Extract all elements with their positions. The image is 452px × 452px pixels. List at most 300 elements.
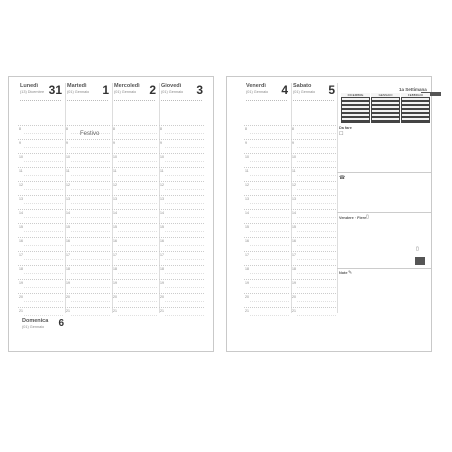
half-hour-line xyxy=(165,259,204,260)
hour-label: 16 xyxy=(19,239,23,243)
half-hour-line xyxy=(250,161,289,162)
hour-row[interactable] xyxy=(18,279,63,293)
hour-label: 16 xyxy=(245,239,249,243)
hour-row[interactable] xyxy=(112,293,157,307)
hour-label: 13 xyxy=(292,197,296,201)
half-hour-line xyxy=(118,231,157,232)
half-hour-line xyxy=(297,259,336,260)
hour-label: 17 xyxy=(19,253,23,257)
hour-row[interactable] xyxy=(112,139,157,153)
half-hour-line xyxy=(297,273,336,274)
half-hour-line xyxy=(118,189,157,190)
day-name: Martedì xyxy=(67,83,87,89)
hour-label: 16 xyxy=(292,239,296,243)
half-hour-line xyxy=(250,273,289,274)
hour-label: 15 xyxy=(66,225,70,229)
calendar-month: FEBBRAIO xyxy=(401,93,430,97)
half-hour-line xyxy=(24,147,63,148)
hour-label: 20 xyxy=(19,295,23,299)
divider xyxy=(20,100,61,101)
hour-label: 13 xyxy=(245,197,249,201)
half-hour-line xyxy=(165,231,204,232)
half-hour-line xyxy=(165,133,204,134)
half-hour-line xyxy=(165,189,204,190)
mini-calendar-february[interactable] xyxy=(401,93,430,123)
hour-row[interactable] xyxy=(18,167,63,181)
hour-row[interactable] xyxy=(18,251,63,265)
hour-label: 11 xyxy=(292,169,296,173)
hour-label: 11 xyxy=(245,169,249,173)
calendar-rows xyxy=(372,98,399,122)
hour-label: 16 xyxy=(160,239,164,243)
hour-row[interactable] xyxy=(112,307,157,321)
day-sub: (01) Gennaio xyxy=(114,90,137,94)
hour-label: 21 xyxy=(19,309,23,313)
divider xyxy=(114,100,155,101)
hour-row[interactable] xyxy=(112,125,157,139)
half-hour-line xyxy=(118,315,157,316)
half-hour-line xyxy=(71,189,110,190)
document-icon: ▯ xyxy=(366,214,369,220)
half-hour-line xyxy=(250,259,289,260)
half-hour-line xyxy=(71,147,110,148)
half-hour-line xyxy=(71,315,110,316)
hour-label: 17 xyxy=(292,253,296,257)
hour-label: 19 xyxy=(113,281,117,285)
calendar-rows xyxy=(342,98,369,122)
half-hour-line xyxy=(24,315,63,316)
hour-row[interactable] xyxy=(18,195,63,209)
hour-row[interactable] xyxy=(159,265,204,279)
half-hour-line xyxy=(165,161,204,162)
hour-row[interactable] xyxy=(112,265,157,279)
day-number: 2 xyxy=(149,83,156,97)
hour-row[interactable] xyxy=(291,209,336,223)
hour-label: 14 xyxy=(245,211,249,215)
hour-label: 19 xyxy=(66,281,70,285)
hour-row[interactable] xyxy=(159,223,204,237)
half-hour-line xyxy=(118,287,157,288)
hour-row[interactable] xyxy=(112,195,157,209)
hour-row[interactable] xyxy=(159,167,204,181)
calendar-month: DICEMBRE xyxy=(341,93,370,97)
hour-label: 8 xyxy=(160,127,162,131)
half-hour-line xyxy=(250,231,289,232)
mini-calendar-january[interactable] xyxy=(371,93,400,123)
section-divider xyxy=(337,172,431,173)
divider xyxy=(67,100,108,101)
half-hour-line xyxy=(165,273,204,274)
half-hour-line xyxy=(118,301,157,302)
hour-row[interactable] xyxy=(65,153,110,167)
hour-label: 9 xyxy=(66,141,68,145)
day-name: Venerdì xyxy=(246,83,266,89)
hour-row[interactable] xyxy=(244,139,289,153)
section-divider xyxy=(337,268,431,269)
hour-row[interactable] xyxy=(159,209,204,223)
day-number: 5 xyxy=(328,83,335,97)
hour-label: 12 xyxy=(245,183,249,187)
hour-label: 15 xyxy=(160,225,164,229)
half-hour-line xyxy=(24,133,63,134)
hour-row[interactable] xyxy=(65,293,110,307)
hour-row[interactable] xyxy=(291,153,336,167)
half-hour-line xyxy=(118,133,157,134)
divider xyxy=(246,100,287,101)
half-hour-line xyxy=(118,147,157,148)
hour-row[interactable] xyxy=(159,181,204,195)
day-number: 1 xyxy=(102,83,109,97)
hour-row[interactable] xyxy=(112,209,157,223)
hour-row[interactable] xyxy=(18,181,63,195)
half-hour-line xyxy=(250,287,289,288)
section-note: Note xyxy=(339,271,348,275)
half-hour-line xyxy=(165,301,204,302)
hour-row[interactable] xyxy=(244,307,289,321)
hour-row[interactable] xyxy=(159,251,204,265)
half-hour-line xyxy=(24,203,63,204)
hour-label: 20 xyxy=(160,295,164,299)
day-sub: (13) Dicembre xyxy=(20,90,45,94)
hour-label: 20 xyxy=(292,295,296,299)
hour-label: 13 xyxy=(160,197,164,201)
day-header-monday[interactable] xyxy=(18,83,63,123)
hour-label: 9 xyxy=(160,141,162,145)
hour-label: 12 xyxy=(66,183,70,187)
hour-label: 13 xyxy=(113,197,117,201)
divider xyxy=(161,100,202,101)
hour-label: 14 xyxy=(19,211,23,215)
hour-label: 17 xyxy=(245,253,249,257)
section-spese: Vendere · Fiere xyxy=(339,216,367,220)
half-hour-line xyxy=(71,245,110,246)
hour-label: 17 xyxy=(160,253,164,257)
hour-label: 12 xyxy=(113,183,117,187)
day-header-tuesday[interactable] xyxy=(65,83,110,123)
day-name: Domenica xyxy=(22,318,49,324)
hour-row[interactable] xyxy=(65,237,110,251)
brand-logo-icon xyxy=(415,257,425,265)
hour-row[interactable] xyxy=(112,167,157,181)
hour-label: 15 xyxy=(245,225,249,229)
half-hour-line xyxy=(118,161,157,162)
phone-icon: ☎ xyxy=(339,175,346,181)
hour-label: 9 xyxy=(292,141,294,145)
day-name: Mercoledì xyxy=(114,83,140,89)
mini-calendar-december[interactable] xyxy=(341,93,370,123)
hour-label: 8 xyxy=(292,127,294,131)
hour-label: 18 xyxy=(292,267,296,271)
hour-row[interactable] xyxy=(65,181,110,195)
hour-label: 14 xyxy=(113,211,117,215)
hour-label: 18 xyxy=(113,267,117,271)
day-sub: (01) Gennaio xyxy=(161,90,184,94)
day-number: 31 xyxy=(48,83,62,97)
half-hour-line xyxy=(118,175,157,176)
half-hour-line xyxy=(24,287,63,288)
hour-row[interactable] xyxy=(291,223,336,237)
hour-row[interactable] xyxy=(291,125,336,139)
half-hour-line xyxy=(250,301,289,302)
hour-row[interactable] xyxy=(112,223,157,237)
hour-row[interactable] xyxy=(18,139,63,153)
half-hour-line xyxy=(71,231,110,232)
hour-row[interactable] xyxy=(159,279,204,293)
hour-row[interactable] xyxy=(65,209,110,223)
checklist-icon: ☐ xyxy=(339,131,344,137)
hour-label: 8 xyxy=(245,127,247,131)
section-da-fare: Da fare xyxy=(339,126,352,130)
pencil-icon: ✎ xyxy=(348,270,353,276)
hour-label: 20 xyxy=(66,295,70,299)
hour-label: 14 xyxy=(292,211,296,215)
week-label: 1a Settimana xyxy=(399,87,427,92)
half-hour-line xyxy=(71,175,110,176)
half-hour-line xyxy=(165,315,204,316)
hour-label: 15 xyxy=(19,225,23,229)
hour-row[interactable] xyxy=(65,251,110,265)
hour-row[interactable] xyxy=(291,307,336,321)
day-name: Giovedì xyxy=(161,83,182,89)
hour-row[interactable] xyxy=(291,279,336,293)
hour-row[interactable] xyxy=(18,265,63,279)
hour-row[interactable] xyxy=(291,139,336,153)
hour-row[interactable] xyxy=(244,251,289,265)
divider xyxy=(293,100,334,101)
hour-label: 14 xyxy=(160,211,164,215)
hour-row[interactable] xyxy=(65,167,110,181)
half-hour-line xyxy=(297,203,336,204)
day-header-sunday[interactable] xyxy=(20,318,65,344)
hour-label: 15 xyxy=(292,225,296,229)
half-hour-line xyxy=(24,217,63,218)
hour-row[interactable] xyxy=(244,279,289,293)
day-header-friday[interactable] xyxy=(244,83,289,123)
hour-row[interactable] xyxy=(244,125,289,139)
hour-row[interactable] xyxy=(159,237,204,251)
half-hour-line xyxy=(71,287,110,288)
half-hour-line xyxy=(71,301,110,302)
section-divider xyxy=(337,212,431,213)
hour-label: 10 xyxy=(19,155,23,159)
half-hour-line xyxy=(297,217,336,218)
half-hour-line xyxy=(250,147,289,148)
half-hour-line xyxy=(297,245,336,246)
hour-row[interactable] xyxy=(18,223,63,237)
half-hour-line xyxy=(297,175,336,176)
half-hour-line xyxy=(250,189,289,190)
half-hour-line xyxy=(250,315,289,316)
hour-label: 12 xyxy=(292,183,296,187)
hour-label: 17 xyxy=(66,253,70,257)
hour-row[interactable] xyxy=(65,307,110,321)
hour-row[interactable] xyxy=(244,237,289,251)
column-separator xyxy=(337,83,338,313)
hour-label: 15 xyxy=(113,225,117,229)
hour-label: 19 xyxy=(245,281,249,285)
half-hour-line xyxy=(24,161,63,162)
hour-row[interactable] xyxy=(112,237,157,251)
hour-row[interactable] xyxy=(244,209,289,223)
hour-row[interactable] xyxy=(65,195,110,209)
day-header-saturday[interactable] xyxy=(291,83,336,123)
half-hour-line xyxy=(24,245,63,246)
hour-label: 18 xyxy=(160,267,164,271)
hour-row[interactable] xyxy=(291,167,336,181)
hour-label: 11 xyxy=(19,169,23,173)
half-hour-line xyxy=(297,287,336,288)
hour-row[interactable] xyxy=(244,195,289,209)
half-hour-line xyxy=(250,133,289,134)
half-hour-line xyxy=(297,147,336,148)
hour-row[interactable] xyxy=(159,307,204,321)
half-hour-line xyxy=(71,203,110,204)
hour-label: 21 xyxy=(245,309,249,313)
hour-label: 20 xyxy=(245,295,249,299)
hour-label: 10 xyxy=(292,155,296,159)
hour-row[interactable] xyxy=(291,195,336,209)
hour-label: 13 xyxy=(66,197,70,201)
hour-row[interactable] xyxy=(65,223,110,237)
hour-row[interactable] xyxy=(18,125,63,139)
hour-label: 8 xyxy=(19,127,21,131)
day-sub: (01) Gennaio xyxy=(67,90,90,94)
hour-row[interactable] xyxy=(159,153,204,167)
hour-row[interactable] xyxy=(244,167,289,181)
half-hour-line xyxy=(24,231,63,232)
hour-row[interactable] xyxy=(65,139,110,153)
hour-label: 8 xyxy=(113,127,115,131)
day-name: Sabato xyxy=(293,83,312,89)
hour-row[interactable] xyxy=(112,251,157,265)
hour-label: 18 xyxy=(245,267,249,271)
calendar-month: GENNAIO xyxy=(371,93,400,97)
half-hour-line xyxy=(165,203,204,204)
half-hour-line xyxy=(297,301,336,302)
hour-row[interactable] xyxy=(18,237,63,251)
half-hour-line xyxy=(165,287,204,288)
hour-label: 19 xyxy=(160,281,164,285)
half-hour-line xyxy=(297,315,336,316)
half-hour-line xyxy=(118,203,157,204)
day-sub: (01) Gennaio xyxy=(293,90,316,94)
half-hour-line xyxy=(71,161,110,162)
hour-label: 9 xyxy=(113,141,115,145)
hour-label: 18 xyxy=(19,267,23,271)
half-hour-line xyxy=(24,301,63,302)
half-hour-line xyxy=(24,273,63,274)
hour-label: 16 xyxy=(66,239,70,243)
hour-label: 21 xyxy=(160,309,164,313)
day-sub: (01) Gennaio xyxy=(246,90,269,94)
hour-label: 14 xyxy=(66,211,70,215)
hour-row[interactable] xyxy=(291,181,336,195)
hour-row[interactable] xyxy=(65,265,110,279)
hour-label: 20 xyxy=(113,295,117,299)
half-hour-line xyxy=(24,259,63,260)
half-hour-line xyxy=(250,217,289,218)
half-hour-line xyxy=(297,161,336,162)
day-header-thursday[interactable] xyxy=(159,83,204,123)
day-name: Lunedì xyxy=(20,83,39,89)
hour-label: 12 xyxy=(19,183,23,187)
hour-label: 9 xyxy=(245,141,247,145)
hour-label: 16 xyxy=(113,239,117,243)
half-hour-line xyxy=(165,217,204,218)
half-hour-line xyxy=(24,175,63,176)
hour-label: 18 xyxy=(66,267,70,271)
hour-label: 10 xyxy=(66,155,70,159)
hour-row[interactable] xyxy=(159,125,204,139)
day-number: 4 xyxy=(281,83,288,97)
half-hour-line xyxy=(118,217,157,218)
hour-row[interactable] xyxy=(291,237,336,251)
hour-label: 10 xyxy=(160,155,164,159)
hour-row[interactable] xyxy=(244,265,289,279)
hour-row[interactable] xyxy=(18,209,63,223)
hour-row[interactable] xyxy=(291,251,336,265)
hour-row[interactable] xyxy=(244,223,289,237)
hour-label: 10 xyxy=(245,155,249,159)
hour-label: 11 xyxy=(160,169,164,173)
hour-row[interactable] xyxy=(18,153,63,167)
half-hour-line xyxy=(165,175,204,176)
hour-row[interactable] xyxy=(112,181,157,195)
half-hour-line xyxy=(165,147,204,148)
half-hour-line xyxy=(71,259,110,260)
day-sub: (01) Gennaio xyxy=(22,325,45,329)
hour-row[interactable] xyxy=(244,293,289,307)
hour-row[interactable] xyxy=(112,279,157,293)
hour-row[interactable] xyxy=(112,153,157,167)
half-hour-line xyxy=(118,273,157,274)
hour-row[interactable] xyxy=(159,139,204,153)
hour-label: 13 xyxy=(19,197,23,201)
hour-label: 10 xyxy=(113,155,117,159)
hour-label: 11 xyxy=(66,169,70,173)
half-hour-line xyxy=(297,133,336,134)
half-hour-line xyxy=(165,245,204,246)
hour-label: 8 xyxy=(66,127,68,131)
half-hour-line xyxy=(297,189,336,190)
hour-row[interactable] xyxy=(291,293,336,307)
hour-label: 17 xyxy=(113,253,117,257)
half-hour-line xyxy=(250,175,289,176)
day-header-wednesday[interactable] xyxy=(112,83,157,123)
half-hour-line xyxy=(118,245,157,246)
hour-row[interactable] xyxy=(159,195,204,209)
hour-row[interactable] xyxy=(18,293,63,307)
hour-row[interactable] xyxy=(291,265,336,279)
hour-row[interactable] xyxy=(244,153,289,167)
half-hour-line xyxy=(297,231,336,232)
day-number: 6 xyxy=(58,318,64,329)
festivo-note: Festivo xyxy=(80,131,100,137)
hour-label: 19 xyxy=(19,281,23,285)
hour-label: 11 xyxy=(113,169,117,173)
half-hour-line xyxy=(118,259,157,260)
hour-row[interactable] xyxy=(65,279,110,293)
hour-label: 21 xyxy=(292,309,296,313)
day-number: 3 xyxy=(196,83,203,97)
hour-row[interactable] xyxy=(159,293,204,307)
hour-label: 12 xyxy=(160,183,164,187)
mobile-icon: ▯ xyxy=(416,246,419,252)
hour-label: 21 xyxy=(113,309,117,313)
hour-row[interactable] xyxy=(244,181,289,195)
half-hour-line xyxy=(71,273,110,274)
hour-label: 19 xyxy=(292,281,296,285)
